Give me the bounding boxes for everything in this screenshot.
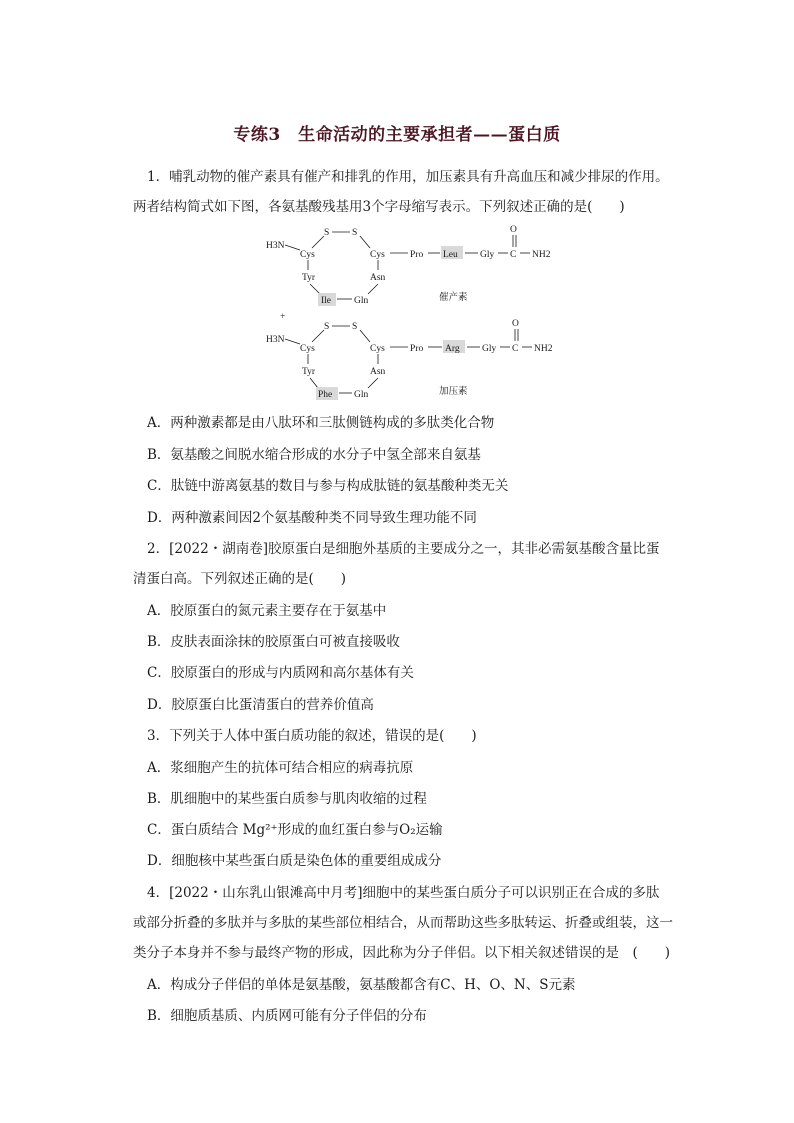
page-title: 专练3 生命活动的主要承担者——蛋白质 xyxy=(233,125,561,145)
q4-option-a: A．构成分子伴侣的单体是氨基酸，氨基酸都含有C、H、O、N、S元素 xyxy=(147,977,576,993)
oxytocin-tyr: Tyr xyxy=(302,273,316,283)
vasopressin-nh2: NH2 xyxy=(534,344,553,354)
q2-option-b: B．皮肤表面涂抹的胶原蛋白可被直接吸收 xyxy=(147,634,400,650)
q4-option-b: B．细胞质基质、内质网可能有分子伴侣的分布 xyxy=(147,1008,427,1024)
oxytocin-label: 催产素 xyxy=(439,293,468,303)
oxytocin-amine: H3N xyxy=(266,241,285,251)
q4-stem-line-3: 类分子本身并不参与最终产物的形成，因此称为分子伴侣。以下相关叙述错误的是 ( ) xyxy=(133,945,671,961)
q4-stem-line-2: 或部分折叠的多肽并与多肽的某些部位相结合，从而帮助这些多肽转运、折叠或组装，这一 xyxy=(133,915,673,931)
q3-option-c: C．蛋白质结合 Mg²⁺形成的血红蛋白参与O₂运输 xyxy=(147,822,443,838)
amine-plus-2: + xyxy=(280,312,286,322)
q1-stem-line-1: 1．哺乳动物的催产素具有催产和排乳的作用，加压素具有升高血压和减少排尿的作用。 xyxy=(147,169,669,185)
q2-option-d: D．胶原蛋白比蛋清蛋白的营养价值高 xyxy=(147,697,374,713)
q1-option-c: C．肽链中游离氨基的数目与参与构成肽链的氨基酸种类无关 xyxy=(147,478,509,494)
q2-stem-line-2: 清蛋白高。下列叙述正确的是( ) xyxy=(133,571,347,587)
oxytocin-pro: Pro xyxy=(410,250,424,260)
vasopressin-oxygen: O xyxy=(512,319,519,329)
q3-stem: 3．下列关于人体中蛋白质功能的叙述，错误的是( ) xyxy=(147,728,477,744)
oxytocin-gln: Gln xyxy=(354,296,369,306)
vasopressin-label: 加压素 xyxy=(439,387,468,397)
vasopressin-amine: H3N xyxy=(266,335,285,345)
q1-option-b: B．氨基酸之间脱水缩合形成的水分子中氢全部来自氨基 xyxy=(147,447,481,463)
q3-option-b: B．肌细胞中的某些蛋白质参与肌肉收缩的过程 xyxy=(147,791,427,807)
oxytocin-structure xyxy=(266,222,551,306)
vasopressin-structure xyxy=(266,312,553,400)
vasopressin-arg: Arg xyxy=(445,344,460,354)
hormone-structure-diagram xyxy=(262,222,572,400)
oxytocin-ile: Ile xyxy=(321,296,332,306)
oxytocin-cys-2: Cys xyxy=(370,250,385,260)
vasopressin-s-1: S xyxy=(324,322,330,332)
oxytocin-s-1: S xyxy=(324,228,330,238)
oxytocin-gly: Gly xyxy=(480,250,495,260)
vasopressin-phe: Phe xyxy=(318,390,333,400)
q1-option-a: A．两种激素都是由八肽环和三肽侧链构成的多肽类化合物 xyxy=(147,415,495,431)
q2-option-a: A．胶原蛋白的氮元素主要存在于氨基中 xyxy=(147,603,387,619)
oxytocin-leu: Leu xyxy=(443,250,458,260)
oxytocin-oxygen: O xyxy=(510,225,517,235)
q1-stem-line-2: 两者结构简式如下图，各氨基酸残基用3个字母缩写表示。下列叙述正确的是( ) xyxy=(133,199,625,215)
vasopressin-gly: Gly xyxy=(482,344,497,354)
vasopressin-pro: Pro xyxy=(410,344,424,354)
vasopressin-asn: Asn xyxy=(370,367,386,377)
vasopressin-carbon: C xyxy=(512,344,519,354)
oxytocin-carbon: C xyxy=(510,250,517,260)
vasopressin-tyr: Tyr xyxy=(302,367,316,377)
oxytocin-cys-1: Cys xyxy=(300,250,315,260)
q4-stem-line-1: 4．[2022・山东乳山银滩高中月考]细胞中的某些蛋白质分子可以识别正在合成的多肽 xyxy=(147,885,660,901)
q2-option-c: C．胶原蛋白的形成与内质网和高尔基体有关 xyxy=(147,665,414,681)
q3-option-a: A．浆细胞产生的抗体可结合相应的病毒抗原 xyxy=(147,760,414,776)
oxytocin-s-2: S xyxy=(352,228,358,238)
vasopressin-gln: Gln xyxy=(354,390,369,400)
vasopressin-cys-1: Cys xyxy=(300,344,315,354)
vasopressin-cys-2: Cys xyxy=(370,344,385,354)
q1-option-d: D．两种激素间因2个氨基酸种类不同导致生理功能不同 xyxy=(147,510,477,526)
q2-stem-line-1: 2．[2022・湖南卷]胶原蛋白是细胞外基质的主要成分之一，其非必需氨基酸含量比蛋 xyxy=(147,541,660,557)
oxytocin-nh2: NH2 xyxy=(532,250,551,260)
vasopressin-s-2: S xyxy=(352,322,358,332)
q3-option-d: D．细胞核中某些蛋白质是染色体的重要组成成分 xyxy=(147,853,442,869)
oxytocin-asn: Asn xyxy=(370,273,386,283)
